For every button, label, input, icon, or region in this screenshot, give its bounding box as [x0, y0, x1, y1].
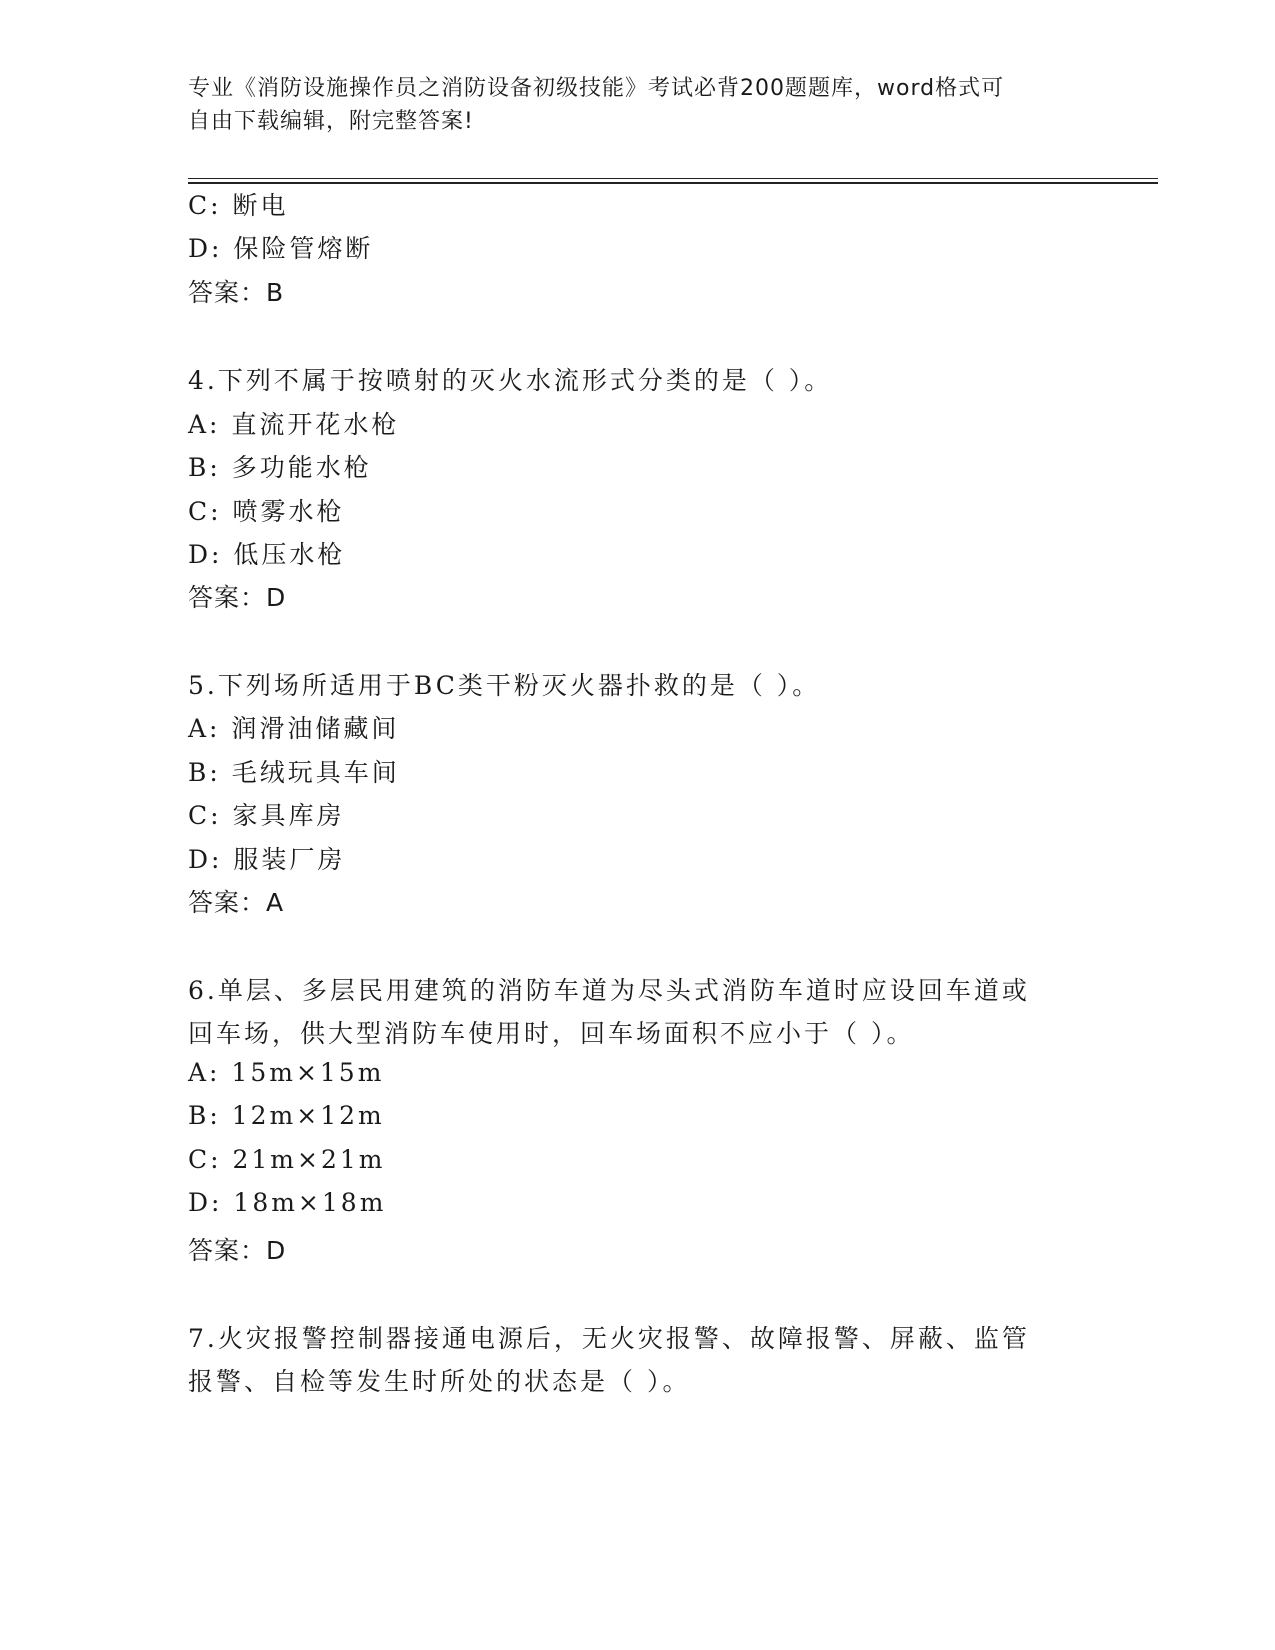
option-b: B: 毛绒玩具车间 [188, 758, 400, 787]
question-stem-line-1: 7.火灾报警控制器接通电源后，无火灾报警、故障报警、屏蔽、监管 [188, 1324, 1030, 1353]
option-d: D: 低压水枪 [188, 540, 346, 569]
answer-line: 答案：B [188, 278, 285, 307]
question-stem: 5.下列场所适用于BC类干粉灭火器扑救的是（ ）。 [188, 671, 821, 700]
option-c: C: 断电 [188, 191, 289, 220]
header-divider-thin [188, 178, 1158, 179]
question-stem-line-1: 6.单层、多层民用建筑的消防车道为尽头式消防车道时应设回车道或 [188, 976, 1030, 1005]
option-c: C: 21m×21m [188, 1145, 386, 1174]
option-d: D: 服装厂房 [188, 845, 346, 874]
answer-line: 答案：A [188, 888, 285, 917]
option-c: C: 喷雾水枪 [188, 497, 345, 526]
header-divider-thick [188, 182, 1158, 184]
question-stem: 4.下列不属于按喷射的灭火水流形式分类的是（ ）。 [188, 366, 833, 395]
option-a: A: 直流开花水枪 [188, 410, 400, 439]
option-c: C: 家具库房 [188, 801, 345, 830]
option-b: B: 12m×12m [188, 1101, 385, 1130]
answer-line: 答案：D [188, 1236, 287, 1265]
option-a: A: 15m×15m [188, 1058, 385, 1087]
option-a: A: 润滑油储藏间 [188, 714, 400, 743]
header-title-line-1: 专业《消防设施操作员之消防设备初级技能》考试必背200题题库，word格式可 [188, 76, 1005, 101]
document-header [188, 72, 1068, 138]
header-title-line-2: 自由下载编辑，附完整答案! [188, 109, 474, 134]
answer-line: 答案：D [188, 583, 287, 612]
question-stem-line-2: 回车场，供大型消防车使用时，回车场面积不应小于（ ）。 [188, 1019, 915, 1048]
option-b: B: 多功能水枪 [188, 453, 372, 482]
question-stem-line-2: 报警、自检等发生时所处的状态是（ ）。 [188, 1367, 691, 1396]
option-d: D: 保险管熔断 [188, 234, 374, 263]
option-d: D: 18m×18m [188, 1188, 387, 1217]
